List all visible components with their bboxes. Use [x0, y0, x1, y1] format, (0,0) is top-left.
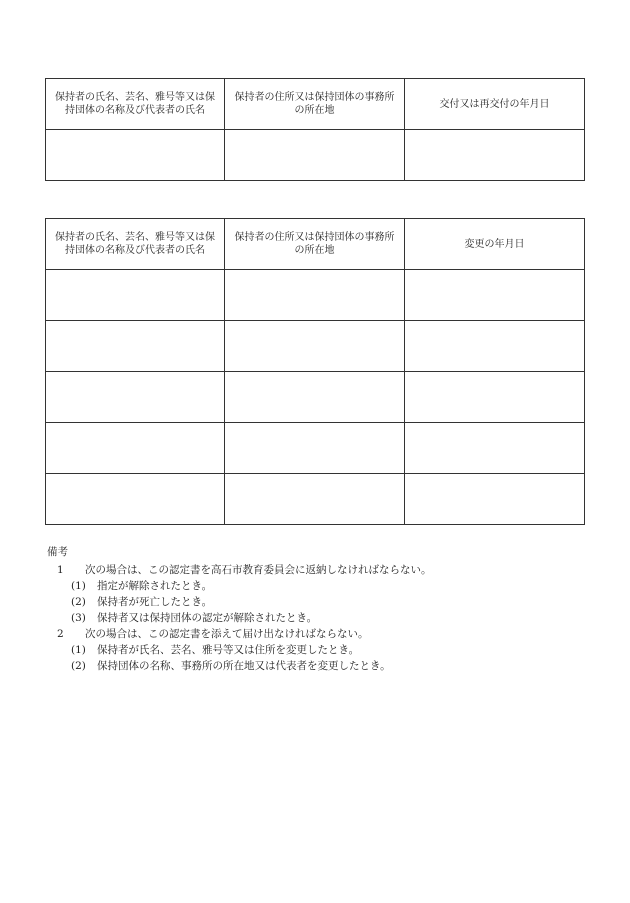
- change-date-header: 変更の年月日: [405, 219, 585, 270]
- change-date-cell[interactable]: [405, 270, 585, 321]
- remark-text: 次の場合は、この認定書を高石市教育委員会に返納しなければならない。: [85, 564, 432, 576]
- holder-name-cell[interactable]: [46, 321, 225, 372]
- remark-subitem: [71, 610, 432, 626]
- remark-subitem-text: 保持者が死亡したとき。: [97, 596, 213, 608]
- holder-name-cell[interactable]: [46, 474, 225, 525]
- table-row: [46, 130, 585, 181]
- change-date-cell[interactable]: [405, 423, 585, 474]
- remarks-title: 備考: [47, 546, 68, 558]
- remark-text: 次の場合は、この認定書を添えて届け出なければならない。: [85, 628, 369, 640]
- holder-address-cell[interactable]: [225, 130, 405, 181]
- holder-address-header: 保持者の住所又は保持団体の事務所の所在地: [225, 219, 405, 270]
- remark-subitem: [71, 594, 432, 610]
- holder-name-cell[interactable]: [46, 423, 225, 474]
- change-date-cell[interactable]: [405, 321, 585, 372]
- change-date-cell[interactable]: [405, 474, 585, 525]
- change-table: [45, 218, 585, 525]
- table-row: [46, 372, 585, 423]
- remark-item: [57, 626, 432, 642]
- remark-subitem-text: 保持団体の名称、事務所の所在地又は代表者を変更したとき。: [97, 660, 391, 672]
- issue-date-cell[interactable]: [405, 130, 585, 181]
- holder-address-cell[interactable]: [225, 474, 405, 525]
- issue-date-header: 交付又は再交付の年月日: [405, 79, 585, 130]
- remark-subitem-text: 指定が解除されたとき。: [97, 580, 213, 592]
- holder-name-header: 保持者の氏名、芸名、雅号等又は保持団体の名称及び代表者の氏名: [46, 79, 225, 130]
- holder-address-cell[interactable]: [225, 423, 405, 474]
- remark-subitem-number: (2): [71, 596, 86, 608]
- remark-subitem-text: 保持者又は保持団体の認定が解除されたとき。: [97, 612, 318, 624]
- remark-number: 2: [57, 628, 64, 640]
- table-row: [46, 423, 585, 474]
- table-row: [46, 474, 585, 525]
- holder-name-cell[interactable]: [46, 130, 225, 181]
- table-header-row: [46, 219, 585, 270]
- remark-subitem: [71, 642, 432, 658]
- holder-address-cell[interactable]: [225, 321, 405, 372]
- table-row: [46, 321, 585, 372]
- remark-subitem: [71, 658, 432, 674]
- table-row: [46, 270, 585, 321]
- remark-subitem-number: (1): [71, 644, 86, 656]
- issuance-table: [45, 78, 585, 181]
- holder-name-cell[interactable]: [46, 270, 225, 321]
- table-header-row: [46, 79, 585, 130]
- holder-address-cell[interactable]: [225, 372, 405, 423]
- holder-address-cell[interactable]: [225, 270, 405, 321]
- holder-name-header: 保持者の氏名、芸名、雅号等又は保持団体の名称及び代表者の氏名: [46, 219, 225, 270]
- remark-subitem: [71, 578, 432, 594]
- holder-address-header: 保持者の住所又は保持団体の事務所の所在地: [225, 79, 405, 130]
- remark-subitem-number: (1): [71, 580, 86, 592]
- remark-subitem-number: (2): [71, 660, 86, 672]
- remark-number: 1: [57, 564, 64, 576]
- remark-subitem-text: 保持者が氏名、芸名、雅号等又は住所を変更したとき。: [97, 644, 360, 656]
- remarks-section: [47, 544, 432, 674]
- holder-name-cell[interactable]: [46, 372, 225, 423]
- change-date-cell[interactable]: [405, 372, 585, 423]
- remark-subitem-number: (3): [71, 612, 86, 624]
- remark-item: [57, 562, 432, 578]
